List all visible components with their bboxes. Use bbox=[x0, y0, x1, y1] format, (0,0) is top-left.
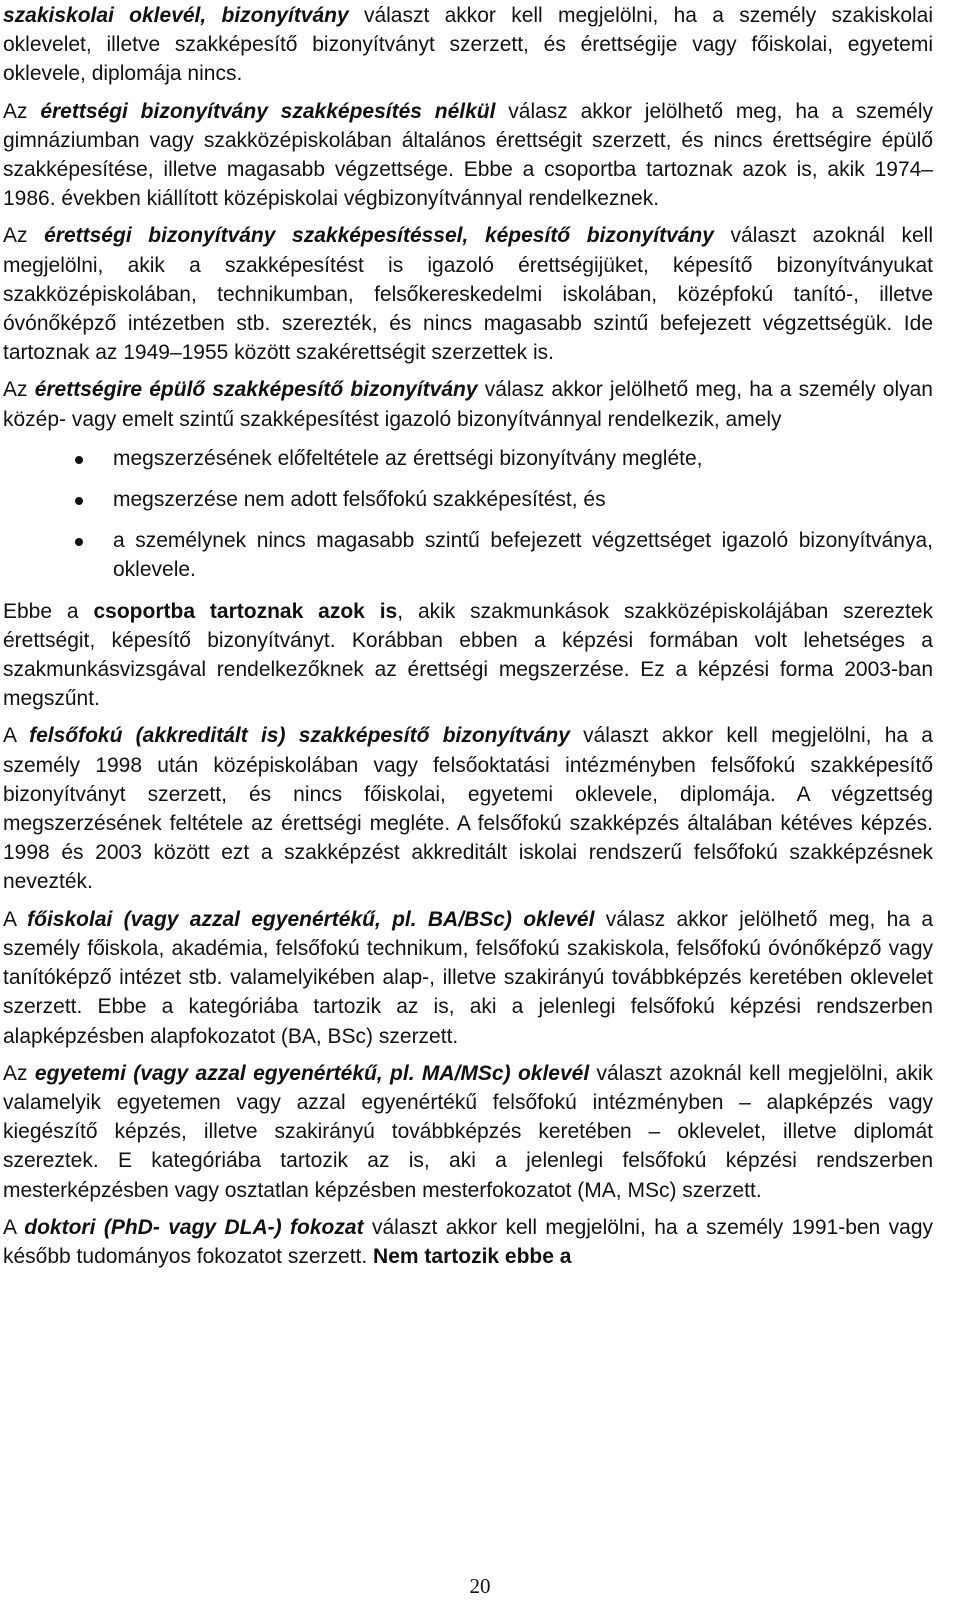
paragraph-text: választ akkor kell megjelölni, ha a személy szakiskolai oklevelet, illetve szakképesítő bizonyítványt szerzett, és érettségije vagy főiskolai, egyetemi oklevele, diplomája nincs. bbox=[3, 4, 934, 86]
paragraph-csoportba-tartoznak bbox=[3, 597, 933, 714]
emphasis-csoportba-tartoznak: csoportba tartoznak azok is bbox=[93, 599, 398, 623]
paragraph-szakiskolai-oklevel bbox=[3, 1, 933, 89]
term-erettsegi-szakkepesites-nelkul: érettségi bizonyítvány szakképesítés nélkül bbox=[40, 99, 496, 123]
paragraph-text: válasz akkor jelölhető meg, ha a személy főiskola, akadémia, felsőfokú technikum, felsőfokú szakiskola, felsőfokú óvónőképző vagy tanítóképző intézet stb. valamelyikében alap-, illetve szakirányú továbbképzés keretében oklevelet szerzett. Ebbe a kategóriába tartozik az is, aki a jelenlegi felsőfokú képzési rendszerben alapképzésben alapfokozatot (BA, BSc) szerzett. bbox=[3, 907, 933, 1048]
paragraph-erettsegire-epulo bbox=[3, 375, 933, 433]
bullet-icon bbox=[75, 456, 83, 464]
document-page bbox=[3, 0, 933, 1279]
term-erettsegi-szakkepesitessel: érettségi bizonyítvány szakképesítéssel, képesítő bizonyítvány bbox=[44, 224, 714, 248]
paragraph-text: A bbox=[3, 1215, 25, 1239]
page-number: 20 bbox=[469, 1574, 491, 1598]
term-egyetemi-oklevel: egyetemi (vagy azzal egyenértékű, pl. MA/MSc) oklevél bbox=[34, 1061, 590, 1085]
bullet-icon bbox=[75, 497, 83, 505]
paragraph-erettsegi-szakkepesitessel bbox=[3, 221, 933, 367]
paragraph-text: A bbox=[3, 724, 30, 748]
bullet-list bbox=[3, 444, 933, 585]
paragraph-text: válasz akkor jelölhető meg, ha a személy olyan közép- vagy emelt szintű szakképesítést igazoló bizonyítvánnyal rendelkezik, amely bbox=[3, 378, 933, 431]
term-doktori-fokozat: doktori (PhD- vagy DLA-) fokozat bbox=[24, 1215, 364, 1239]
paragraph-text: Az bbox=[3, 1061, 35, 1085]
paragraph-foiskolai-oklevel bbox=[3, 905, 933, 1051]
list-item-text: megszerzése nem adott felsőfokú szakképesítést, és bbox=[113, 488, 606, 512]
paragraph-text: választ akkor kell megjelölni, ha a személy 1991-ben vagy később tudományos fokozatot szerzett. bbox=[3, 1215, 934, 1268]
list-item bbox=[3, 485, 933, 514]
bullet-icon bbox=[75, 538, 83, 546]
paragraph-felsofoku-szakkepesito bbox=[3, 721, 933, 896]
paragraph-text: A bbox=[3, 907, 28, 931]
paragraph-text: , akik szakmunkások szakközépiskolájában szereztek érettségit, képesítő bizonyítványt. Korábban ebben a képzési formában volt lehetséges a szakmunkásvizsgával rendelkezőknek az érettségi megszerzése. Ez a képzési forma 2003-ban megszűnt. bbox=[3, 599, 933, 711]
emphasis-nem-tartozik: Nem tartozik ebbe a bbox=[373, 1244, 572, 1268]
paragraph-text: Az bbox=[3, 224, 45, 248]
list-item-text: a személynek nincs magasabb szintű befejezett végzettséget igazoló bizonyítványa, oklevele. bbox=[113, 529, 933, 582]
list-item bbox=[3, 444, 933, 473]
paragraph-text: választ azoknál kell megjelölni, akik a szakképesítést is igazoló érettségijüket, képesítő bizonyítványukat szakközépiskolában, technikumban, felsőkereskedelmi iskolában, középfokú tanító-, illetve óvónőképző intézetben stb. szerezték, és nincs magasabb szintű befejezett végzettségük. Ide tartoznak az 1949–1955 között szakérettségit szerzettek is. bbox=[3, 224, 933, 365]
paragraph-text: Az bbox=[3, 378, 35, 402]
term-szakiskolai-oklevel: szakiskolai oklevél, bizonyítvány bbox=[3, 4, 349, 27]
list-item bbox=[3, 526, 933, 584]
paragraph-doktori-fokozat bbox=[3, 1213, 933, 1271]
paragraph-text: Ebbe a bbox=[3, 599, 94, 623]
term-erettsegire-epulo: érettségire épülő szakképesítő bizonyítvány bbox=[34, 378, 478, 402]
paragraph-erettsegi-szakkepesites-nelkul bbox=[3, 97, 933, 214]
paragraph-text: választ azoknál kell megjelölni, akik valamelyik egyetemen vagy azzal egyenértékű felsőfokú intézményben – alapképzés vagy kiegészítő képzés, illetve szakirányú továbbképzés keretében – oklevelet, illetve diplomát szereztek. E kategóriába tartozik az is, aki a jelenlegi felsőfokú képzési rendszerben mesterképzésben vagy osztatlan képzésben mesterfokozatot (MA, MSc) szerzett. bbox=[3, 1061, 933, 1202]
list-item-text: megszerzésének előfeltétele az érettségi bizonyítvány megléte, bbox=[113, 446, 703, 470]
paragraph-text: válasz akkor jelölhető meg, ha a személy gimnáziumban vagy szakközépiskolában általános érettségit szerzett, és nincs érettségire épülő szakképesítése, illetve magasabb végzettsége. Ebbe a csoportba tartoznak azok is, akik 1974–1986. években kiállított középiskolai végbizonyítvánnyal rendelkeznek. bbox=[3, 99, 933, 211]
paragraph-egyetemi-oklevel bbox=[3, 1059, 933, 1205]
paragraph-text: választ akkor kell megjelölni, ha a személy 1998 után középiskolában vagy felsőoktatási intézményben felsőfokú szakképesítő bizonyítványt szerzett, és nincs főiskolai, egyetemi oklevele, diplomája. A végzettség megszerzésének feltétele az érettségi megléte. A felsőfokú szakképzés általában kétéves képzés. 1998 és 2003 között ezt a szakképzést akkreditált iskolai rendszerű felsőfokú szakképzésnek nevezték. bbox=[3, 724, 933, 894]
paragraph-text: Az bbox=[3, 99, 41, 123]
term-felsofoku-szakkepesito: felsőfokú (akkreditált is) szakképesítő bizonyítvány bbox=[29, 724, 570, 748]
term-foiskolai-oklevel: főiskolai (vagy azzal egyenértékű, pl. BA/BSc) oklevél bbox=[27, 907, 595, 931]
